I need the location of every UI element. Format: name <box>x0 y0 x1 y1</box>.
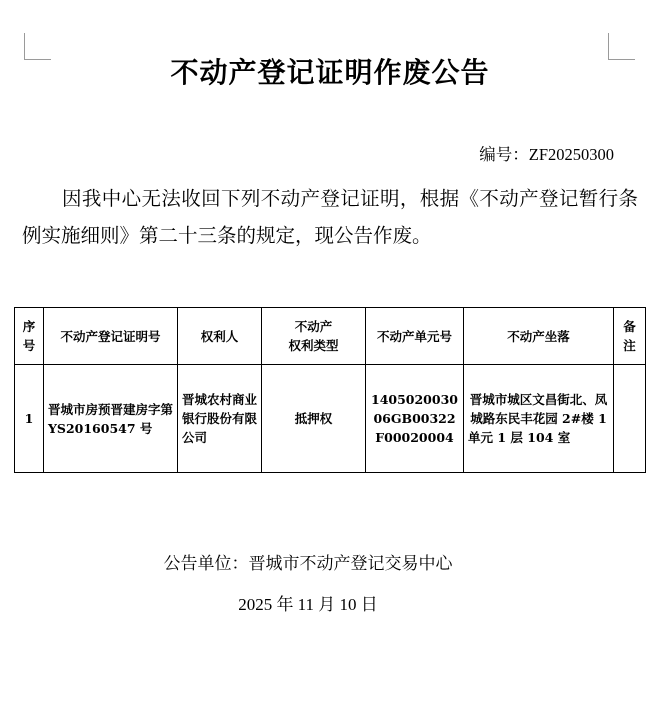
column-header-owner: 权利人 <box>178 308 262 365</box>
column-header-right-type-line2: 权利类型 <box>288 338 339 353</box>
issuer-line: 公告单位：晋城市不动产登记交易中心 <box>163 554 453 573</box>
table-header-row <box>15 308 646 365</box>
column-header-seq <box>15 308 44 365</box>
cell-right-type: 抵押权 <box>262 365 366 473</box>
column-header-seq-label: 序号 <box>22 319 36 353</box>
cell-remark <box>614 365 646 473</box>
cell-location: 晋城市城区文昌街北、凤城路东民丰花园 2#楼 1 单元 1 层 104 室 <box>464 365 614 473</box>
column-header-remark <box>614 308 646 365</box>
page-title: 不动产登记证明作废公告 <box>170 58 490 89</box>
certificate-table <box>14 307 646 473</box>
column-header-location: 不动产坐落 <box>464 308 614 365</box>
body-paragraph: 因我中心无法收回下列不动产登记证明，根据《不动产登记暂行条例实施细则》第二十三条的规定，现公告作废。 <box>22 187 638 247</box>
cell-cert-no: 晋城市房预晋建房字第 YS20160547 号 <box>44 365 178 473</box>
column-header-right-type <box>262 308 366 365</box>
serial-number-label: 编号： <box>479 145 529 164</box>
column-header-remark-label: 备注 <box>623 319 636 353</box>
serial-number-line <box>479 143 614 167</box>
cell-seq: 1 <box>15 365 44 473</box>
table-row <box>15 365 646 473</box>
serial-number-value: ZF20250300 <box>528 145 614 164</box>
date-line: 2025 年 11 月 10 日 <box>238 595 378 614</box>
column-header-unit-no: 不动产单元号 <box>366 308 464 365</box>
column-header-cert-no: 不动产登记证明号 <box>44 308 178 365</box>
column-header-right-type-line1: 不动产 <box>294 319 333 334</box>
cell-owner: 晋城农村商业银行股份有限公司 <box>178 365 262 473</box>
cell-unit-no: 140502003006GB00322F00020004 <box>366 365 464 473</box>
